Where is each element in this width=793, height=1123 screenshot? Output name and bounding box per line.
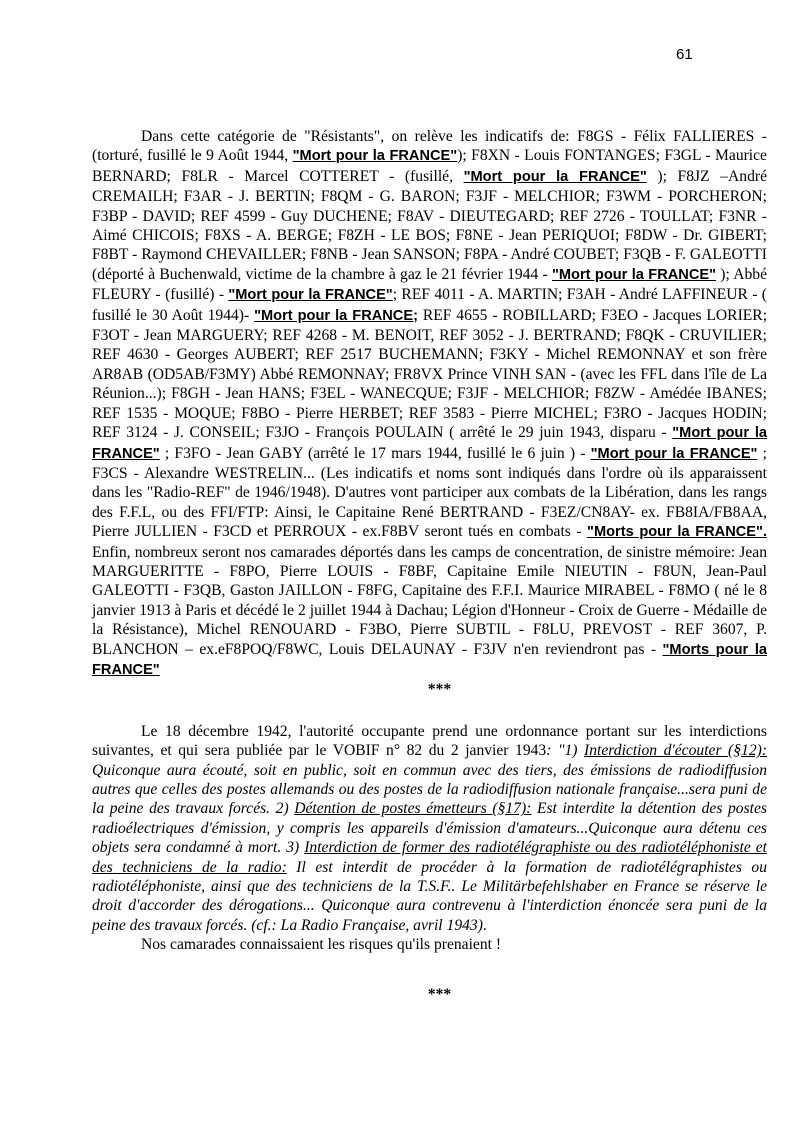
text-run: ; F3CS - Alexandre WESTRELIN... (Les indicatifs et noms sont indiqués dans l'ordre où ils apparaissent dans les "Radio-REF" de 1946/1948). D'autres vont participer aux combats de la Libération, dans les rangs des F.F.L, ou des FFI/FTP: Ainsi, le Capitaine René BERTRAND - F3EZ/CN8AY- ex. FB8IA/FB8AA, Pierre JULLIEN - F3CD et PERROUX - ex.F8BV seront tués en combats -	[92, 444, 767, 541]
detention-postes-title: Détention de postes émetteurs (§17):	[294, 800, 532, 818]
text-run: ; F3FO - Jean GABY (arrêté le 17 mars 1944, fusillé le 6 juin ) -	[159, 444, 591, 462]
page-number: 61	[676, 46, 693, 63]
text-run: Le 18 décembre 1942, l'autorité occupante prend une ordonnance portant sur les interdictions suivantes, et qui sera publiée par le VOBIF n° 82 du 2 janvier 1943	[92, 722, 767, 760]
mort-pour-la-france: "Mort pour la FRANCE"	[463, 168, 647, 185]
text-run: : "1)	[546, 742, 585, 760]
mort-pour-la-france: "Mort pour la FRANCE"	[92, 425, 767, 462]
morts-pour-la-france: "Morts pour la FRANCE"	[92, 641, 767, 678]
mort-pour-la-france: "Mort pour la FRANCE"	[590, 445, 758, 462]
text-run: Est interdite la détention des postes radioélectriques d'émission, y compris les appareils d'émission d'amateurs...Quiconque aura détenu ces objets sera condamné à mort. 3)	[92, 800, 767, 857]
paragraph-resistants	[92, 127, 767, 680]
paragraph-ordonnance	[92, 722, 767, 935]
mort-pour-la-france: "Mort pour la FRANCE"	[228, 287, 393, 304]
section-separator: ***	[427, 681, 452, 699]
interdiction-ecouter-title: Interdiction d'écouter (§12):	[584, 742, 768, 760]
mort-pour-la-france: "Mort pour la FRANCE"	[292, 148, 458, 165]
mort-pour-la-france: "Mort pour la FRANCE"	[551, 266, 717, 283]
text-run: Quiconque aura écouté, soit en public, soit en commun avec des tiers, des émissions de radiodiffusion autres que celles des postes allemands ou des postes de la radiodiffusion nationale française...sera puni de la peine des travaux forcés. 2)	[92, 761, 767, 818]
text-run: REF 4655 - ROBILLARD; F3EO - Jacques LORIER; F3OT - Jean MARGUERY; REF 4268 - M. BENOIT, REF 3052 - J. BERTRAND; F8QK - CRUVILIER; REF 4630 - Georges AUBERT; REF 2517 BUCHEMANN; F3KY - Michel REMONNAY et son frère AR8AB (OD5AB/F3MY) Abbé REMONNAY; FR8VX Prince VINH SAN - (avec les FFL dans l'île de La Réunion...); F8GH - Jean HANS; F3EL - WANECQUE; F3JF - MELCHIOR; F8ZW - Amédée IBANES; REF 1535 - MOQUE; F8BO - Pierre HERBET; REF 3583 - Pierre MICHEL; F3RO - Jacques HODIN; REF 3124 - J. CONSEIL; F3JO - François POULAIN ( arrêté le 29 juin 1943, disparu -	[92, 306, 768, 442]
text-run: ; REF 4011 - A. MARTIN; F3AH - André LAFFINEUR - ( fusillé le 30 Août 1944)-	[92, 286, 767, 324]
text-run: Enfin, nombreux seront nos camarades déportés dans les camps de concentration, de sinistre mémoire: Jean MARGUERITTE - F8PO, Pierre LOUIS - F8BF, Capitaine Emile NIEUTIN - F8UN, Jean-Paul GALEOTTI - F3QB, Gaston JAILLON - F8FG, Capitaine des F.F.I. Maurice MIRABEL - F8MO ( né le 8 janvier 1913 à Paris et décédé le 2 juillet 1944 à Dachau; Légion d'Honneur - Croix de Guerre - Médaille de la Résistance), Michel RENOUARD - F3BO, Pierre SUBTIL - F8LU, PREVOST - REF 3607, P. BLANCHON – ex.eF8POQ/F8WC, Louis DELAUNAY - F3JV n'en reviendront pas -	[92, 543, 767, 658]
text-run: ); F8JZ –André CREMAILH; F3AR - J. BERTIN; F8QM - G. BARON; F3JF - MELCHIOR; F3WM - PORCHERON; F3BP - DAVID; REF 4599 - Guy DUCHENE; F8AV - DIEUTEGARD; REF 2726 - TOULLAT; F3NR - Aimé CHICOIS; F8XS - A. BERGE; F8ZH - LE BOS; F8NE - Jean PERIQUOI; F8DW - Dr. GIBERT; F8BT - Raymond CHEVAILLER; F8NB - Jean SANSON; F8PA - André COUBET; F3QB - F. GALEOTTI (déporté à Buchenwald, victime de la chambre à gaz le 21 février 1944 -	[92, 167, 767, 283]
text-run: Dans cette catégorie de "Résistants", on relève les indicatifs de: F8GS - Félix FALLIERES - (torturé, fusillé le 9 Août 1944,	[92, 128, 767, 165]
text-run: ); Abbé FLEURY - (fusillé) -	[92, 265, 767, 304]
interdiction-former-title: Interdiction de former des radiotélégraphiste ou des radiotéléphoniste et des techniciens de la radio:	[92, 839, 767, 876]
mort-pour-la-france: "Mort pour la FRANCE;	[254, 307, 418, 324]
document-body	[92, 127, 767, 1004]
morts-pour-la-france: "Morts pour la FRANCE".	[587, 524, 767, 541]
ordonnance-quote	[92, 742, 767, 934]
text-run: .	[482, 916, 487, 934]
text-run: ); F8XN - Louis FONTANGES; F3GL - Maurice BERNARD; F8LR - Marcel COTTERET - (fusillé,	[92, 147, 767, 185]
paragraph-risques: Nos camarades connaissaient les risques qu'ils prenaient !	[141, 936, 502, 954]
text-run: Il est interdit de procéder à la formation de radiotélégraphistes ou radiotéléphoniste, ainsi que des techniciens de la T.S.F.. Le Militärbefehlshaber en France se réserve le droit d'accorder des dérogations... Quiconque aura contrevenu à l'interdiction énoncée sera puni de la peine des travaux forcés. (cf.: La Radio Française, avril 1943)	[92, 858, 768, 934]
spacer	[92, 700, 767, 722]
section-separator: ***	[427, 985, 452, 1003]
